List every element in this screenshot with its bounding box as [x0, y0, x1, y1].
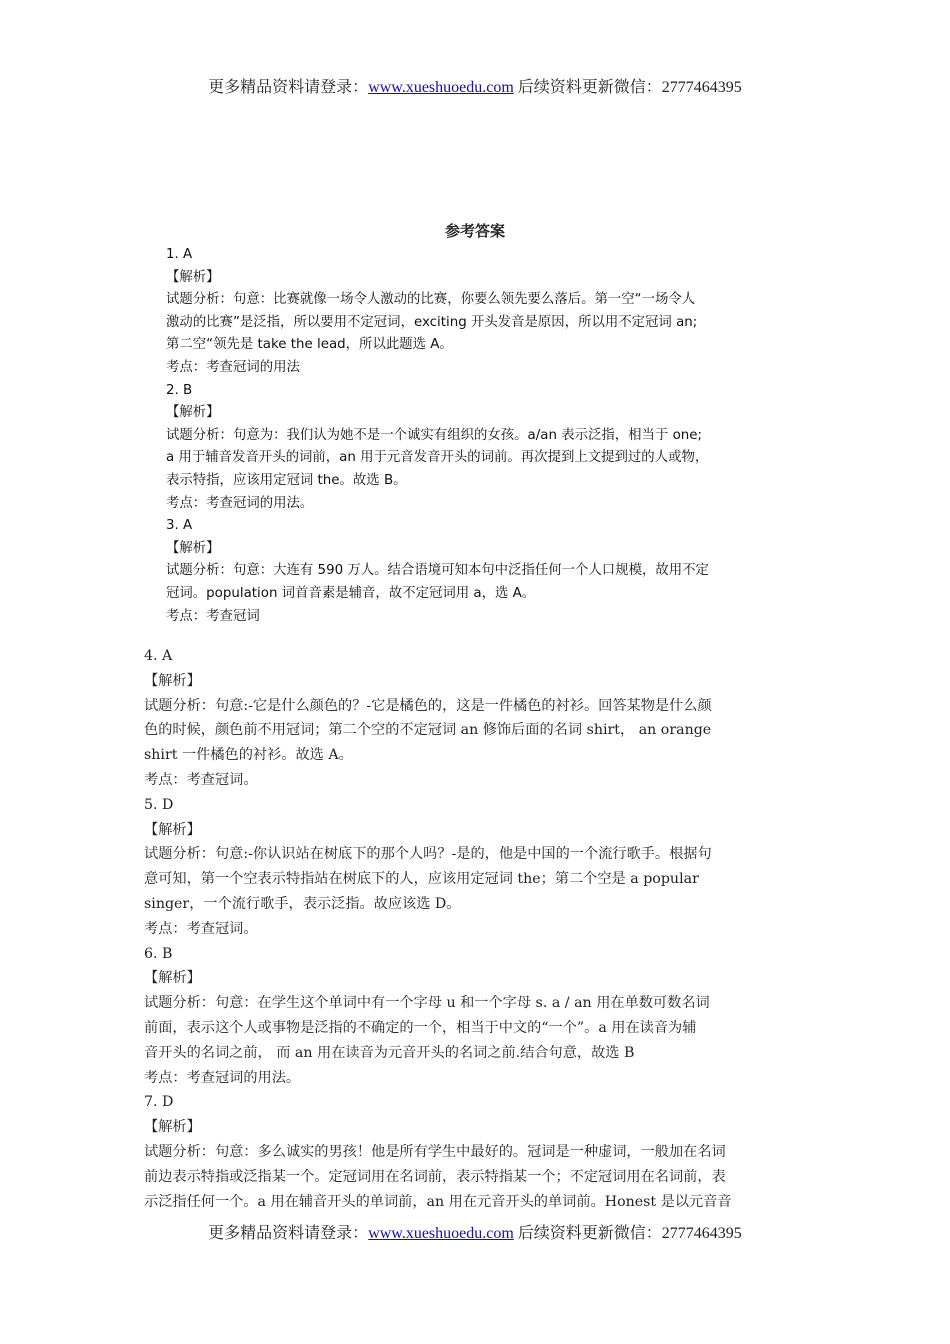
text-line: 音开头的名词之前， 而 an 用在读音为元音开头的名词之前.结合句意，故选 B	[144, 1044, 635, 1061]
text-line: 6. B	[144, 945, 173, 962]
header-suffix: 后续资料更新微信：2777464395	[513, 79, 742, 96]
text-line: 【解析】	[144, 821, 201, 838]
text-line: 3. A	[166, 518, 193, 534]
text-line: 5. D	[144, 796, 174, 813]
text-line: 试题分析：句意：多么诚实的男孩！他是所有学生中最好的。冠词是一种虚词，一般加在名词	[144, 1143, 726, 1160]
text-line: 【解析】	[166, 405, 220, 421]
text-line: 试题分析：句意：比赛就像一场令人激动的比赛，你要么领先要么落后。第一空“一场令人	[166, 292, 696, 308]
text-line: 考点：考查冠词的用法。	[166, 495, 314, 511]
text-line: 试题分析：句意:-它是什么颜色的？-它是橘色的，这是一件橘色的衬衫。回答某物是什么颜	[144, 697, 712, 714]
text-line: 激动的比赛”是泛指，所以要用不定冠词，exciting 开头发音是原因，所以用不定冠词 an;	[166, 314, 698, 330]
text-line: 考点：考查冠词的用法	[166, 359, 300, 375]
text-line: 2. B	[166, 382, 193, 398]
footer-prefix: 更多精品资料请登录：	[208, 1225, 369, 1242]
text-line: 试题分析：句意:-你认识站在树底下的那个人吗？-是的，他是中国的一个流行歌手。根据句	[144, 846, 712, 863]
text-line: 第二空“领先是 take the lead，所以此题选 A。	[166, 337, 453, 353]
text-line: 7. D	[144, 1094, 174, 1111]
text-line: 示泛指任何一个。a 用在辅音开头的单词前，an 用在元音开头的单词前。Honest 是以元音音	[144, 1193, 732, 1210]
text-line: 【解析】	[166, 269, 220, 285]
text-line: 考点：考查冠词。	[144, 920, 258, 937]
page-footer	[0, 1220, 950, 1243]
text-line: 【解析】	[144, 1119, 201, 1136]
text-line: 前边表示特指或泛指某一个。定冠词用在名词前，表示特指某一个；不定冠词用在名词前，表	[144, 1168, 726, 1185]
footer-link[interactable]: www.xueshuoedu.com	[368, 1225, 514, 1242]
text-line: 考点：考查冠词的用法。	[144, 1069, 301, 1086]
text-line: shirt 一件橘色的衬衫。故选 A。	[144, 747, 353, 764]
answer-block-scanned	[166, 244, 776, 628]
text-line: 表示特指，应该用定冠词 the。故选 B。	[166, 472, 407, 488]
text-line: 【解析】	[144, 672, 201, 689]
text-line: 冠词。population 词首音素是辅音，故不定冠词用 a，选 A。	[166, 585, 536, 601]
text-line: 4. A	[144, 648, 173, 664]
header-prefix: 更多精品资料请登录：	[208, 79, 369, 96]
text-line: 【解析】	[144, 970, 201, 987]
text-line: 前面，表示这个人或事物是泛指的不确定的一个，相当于中文的“一个”。a 用在读音为辅	[144, 1019, 697, 1036]
header-link[interactable]: www.xueshuoedu.com	[368, 79, 514, 96]
text-line: 【解析】	[166, 540, 220, 556]
text-line: 试题分析：句意：在学生这个单词中有一个字母 u 和一个字母 s. a / an 用在单数可数名词	[144, 995, 710, 1012]
text-line: singer，一个流行歌手，表示泛指。故应该选 D。	[144, 895, 461, 912]
page-title: 参考答案	[444, 222, 505, 240]
text-line: 试题分析：句意为：我们认为她不是一个诚实有组织的女孩。a/an 表示泛指，相当于 one;	[166, 427, 703, 443]
footer-suffix: 后续资料更新微信：2777464395	[513, 1225, 742, 1242]
text-line: 试题分析：句意：大连有 590 万人。结合语境可知本句中泛指任何一个人口规模，故用不定	[166, 563, 709, 579]
text-line: 色的时候，颜色前不用冠词；第二个空的不定冠词 an 修饰后面的名词 shirt， an orange	[144, 722, 712, 739]
answer-block-text	[144, 644, 808, 1214]
text-line: a 用于辅音发音开头的词前，an 用于元音发音开头的词前。再次提到上文提到过的人或物，	[166, 450, 709, 466]
text-line: 考点：考查冠词	[166, 608, 260, 624]
page-header	[0, 74, 950, 97]
text-line: 1. A	[166, 247, 193, 262]
text-line: 考点：考查冠词。	[144, 771, 258, 788]
text-line: 意可知，第一个空表示特指站在树底下的人，应该用定冠词 the；第二个空是 a popular	[144, 871, 699, 888]
